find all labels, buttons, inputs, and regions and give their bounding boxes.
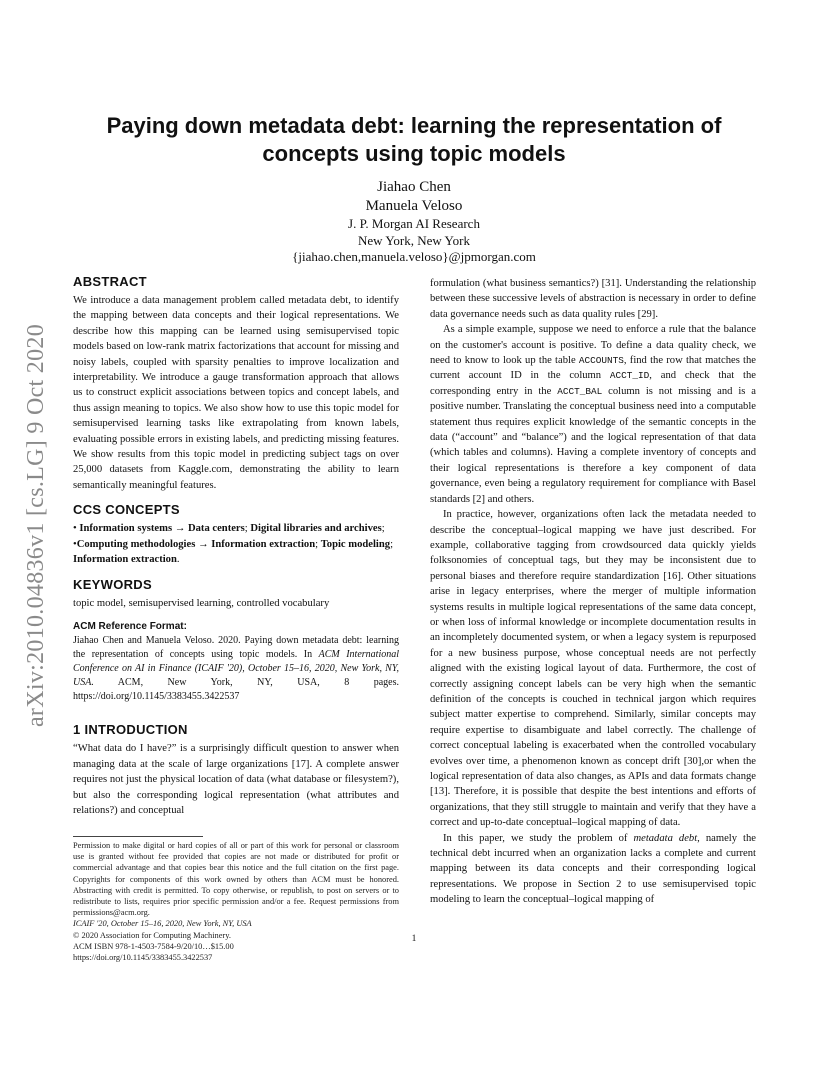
footnote-divider — [73, 836, 203, 837]
left-column — [73, 274, 399, 818]
author-name: Manuela Veloso — [365, 198, 463, 214]
venue-line: ICAIF '20, October 15–16, 2020, New York, NY, USA — [73, 919, 252, 929]
reference-format-heading: ACM Reference Format: — [73, 620, 187, 632]
location: New York, New York — [358, 232, 470, 248]
copyright-footnote — [73, 840, 399, 963]
reference-format-text: Jiahao Chen and Manuela Veloso. 2020. Paying down metadata debt: learning the representation of concepts using topic models. In ACM International Conference on AI in Finance (ICAIF '20), October 15–16, 2020, New York, NY, USA. ACM, New York, NY, USA, 8 pages. https://doi.org/10.1145/3383455.3422537 — [73, 635, 399, 703]
code-acct-id: ACCT_ID — [609, 370, 650, 382]
page-number: 1 — [411, 934, 417, 944]
ccs-heading: CCS CONCEPTS — [73, 502, 180, 518]
email: {jiahao.chen,manuela.veloso}@jpmorgan.com — [292, 249, 536, 264]
code-acct-bal: ACCT_BAL — [557, 385, 603, 397]
doi-line: https://doi.org/10.1145/3383455.3422537 — [73, 953, 213, 963]
arxiv-identifier: arXiv:2010.04836v1 [cs.LG] 9 Oct 2020 — [23, 323, 50, 727]
ccs-text: • Information systems → Data centers; Digital libraries and archives; •Computing methodologies → Information extraction; Topic modeling; Information extraction. — [73, 523, 394, 566]
isbn-line: ACM ISBN 978-1-4503-7584-9/20/10…$15.00 — [73, 941, 234, 951]
author-block — [80, 178, 748, 266]
keywords-text: topic model, semisupervised learning, controlled vocabulary — [73, 597, 330, 609]
intro-paragraph: “What data do I have?” is a surprisingly difficult question to answer when managing data at the scale of large organizations [17]. A complete answer requires not just the physical location of data (what database or filesystem?), but also the corresponding logical representation (what attributes and relations?) and conceptual — [73, 743, 399, 816]
permission-notice: Permission to make digital or hard copies of all or part of this work for personal or classroom use is granted without fee provided that copies are not made or distributed for profit or commercial advantage and that copies bear this notice and the full citation on the first page. Copyrights for components of this work owned by others than ACM must be honored. Abstracting with credit is permitted. To copy otherwise, or republish, to post on servers or to redistribute to lists, requires prior specific permission and/or a fee. Request permissions from permissions@acm.org. — [73, 841, 399, 918]
paragraph: As a simple example, suppose we need to enforce a rule that the balance on the customer's account is positive. To define a data quality check, we need to know to look up the table ACCOUNTS, find the row that matches the current account ID in the column ACCT_ID, and check that the corresponding entry in the ACCT_BAL column is not missing and is a positive number. Translating the conceptual business need into a computable statement thus requires explicit knowledge of the semantic concepts in the data (“account” and “balance”) and the logical representation of that data (which tables and columns). Having a complete inventory of concepts and their logical representations is therefore a key component of data governance, even being a regulatory requirement for compliance with Basel standards [2] and others. — [430, 324, 756, 505]
introduction-heading: 1 INTRODUCTION — [73, 722, 188, 738]
paragraph: In this paper, we study the problem of metadata debt, namely the technical debt incurred when an organization lacks a complete and current mapping between its data concepts and their corresponding logical representations. We propose in Section 2 to use semisupervised topic modeling to learn the conceptual–logical mapping of — [430, 832, 756, 906]
paragraph: In practice, however, organizations often lack the metadata needed to describe the conceptual–logical mapping we have just described. For example, collaborative tagging from crowdsourced data quickly yields folksonomies of conceptual tags, but they may be inconsistent due to personal biases and therefore require standardization [16]. Other situations arise in legacy enterprises, where the merger of multiple information systems results in multiple logical representations of the same data concept, or when loss of informal knowledge or incomplete documentation results in an incompletely documented system, or when a legacy system is repurposed for a new business purpose, whose conceptual needs are not perfectly aligned with the existing logical layout of data. Furthermore, the cost of correctly assigning concept labels can be very high when the semantic definition of the concepts is couched in technical jargon which requires subject matter expertise to comprehend. Similarly, similar concepts may require expertise to disambiguate and label correctly. The challenge of correct conceptual labeling is exacerbated when the controlled vocabulary evolves over time, a phenomenon known as concept drift [30],or when the logical representation of data also changes, as APIs and data formats change [13]. Therefore, it is possible that despite the best intentions and efforts of organizations, that they still struggle to maintain and verify that they have a correct and up-to-date conceptual–logical mapping of data. — [430, 509, 756, 829]
abstract-text: We introduce a data management problem called metadata debt, to identify the mapping between data concepts and their logical representations. We describe how this mapping can be learned using semisupervised topic models based on low-rank matrix factorizations that account for missing and noisy labels, coupled with sparsity penalties to improve localization and interpretability. We introduce a gauge transformation approach that allows us to construct explicit associations between topics and concept labels, and thus assign meaning to topics. We also show how to use this topic model for semisupervised learning tasks like extrapolating from known labels, evaluating possible errors in existing labels, and predicting missing features. We show results from this topic model in predicting subject tags on over 25,000 datasets from Kaggle.com, demonstrating the ability to learn semantically meaningful features. — [73, 295, 399, 491]
abstract-heading: ABSTRACT — [73, 274, 147, 289]
paragraph: formulation (what business semantics?) [31]. Understanding the relationship between these successive levels of abstraction is necessary in order to define data governance needs such as data quality rules [29]. — [430, 278, 756, 320]
copyright-line: © 2020 Association for Computing Machinery. — [73, 930, 231, 940]
right-column — [430, 276, 756, 908]
author-name: Jiahao Chen — [377, 179, 451, 195]
arxiv-sidebar — [20, 295, 54, 755]
affiliation: J. P. Morgan AI Research — [348, 216, 480, 231]
keywords-heading: KEYWORDS — [73, 576, 152, 592]
code-accounts: ACCOUNTS — [578, 355, 624, 367]
paper-title: Paying down metadata debt: learning the representation of concepts using topic models — [106, 113, 722, 166]
